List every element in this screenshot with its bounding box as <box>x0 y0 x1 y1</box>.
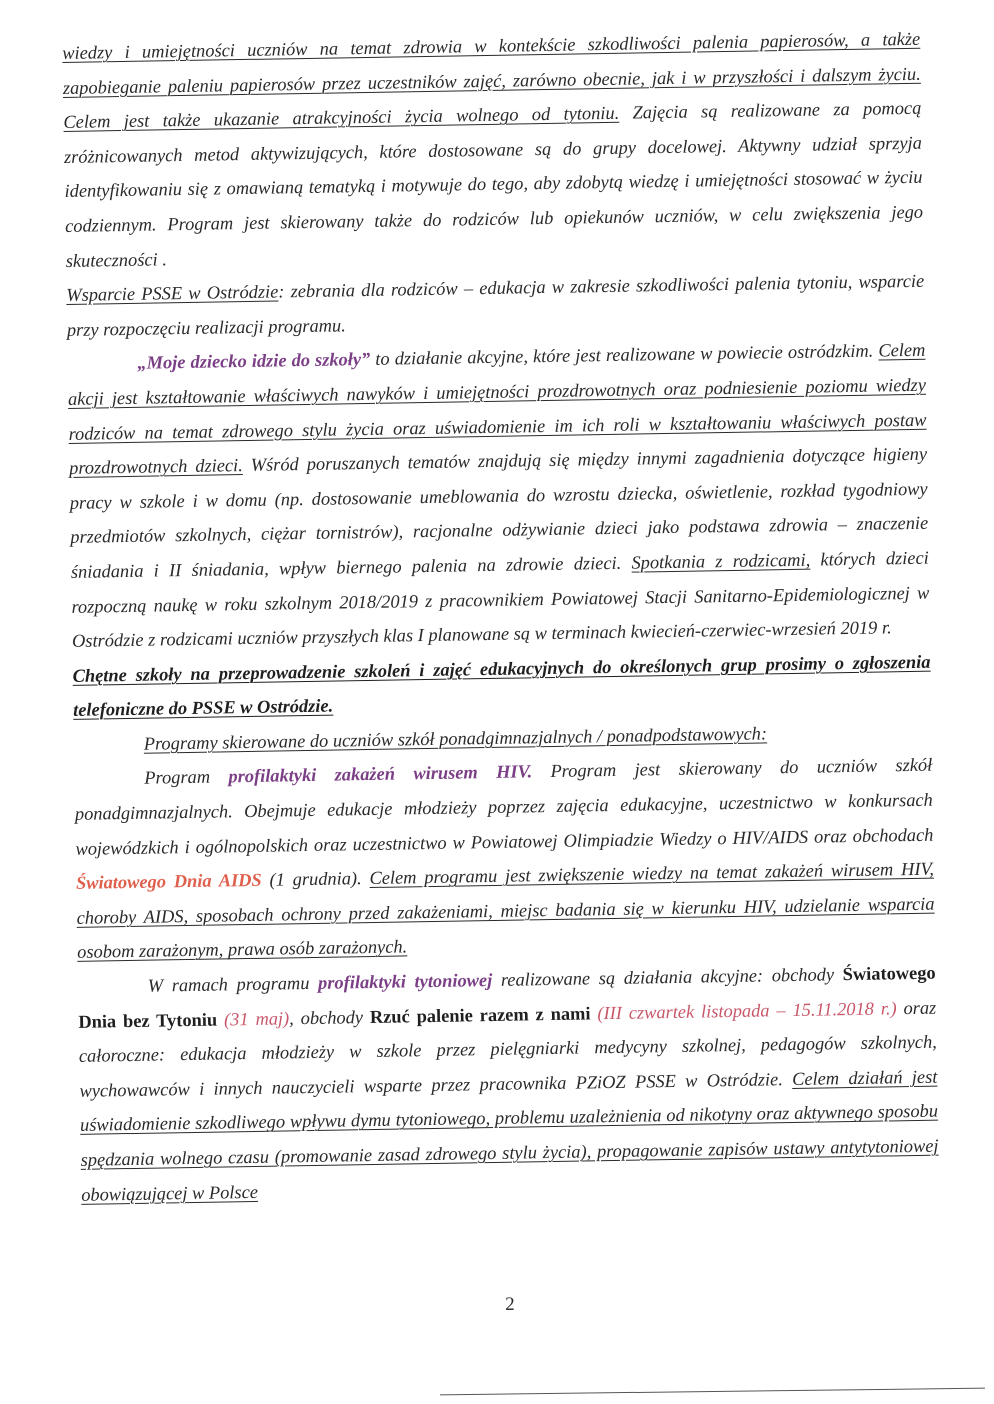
action-title: „Moje dziecko idzie do szkoły” <box>137 349 371 374</box>
psse-support-label: Wsparcie PSSE w Ostródzie <box>66 281 279 306</box>
paragraph-text: : zebrania dla rodziców – edukacja w zakresie szkodliwości palenia tytoniu, wsparcie przy rozpoczęciu realizacji programu. <box>66 270 925 340</box>
paragraph-text: W ramach programu <box>147 972 319 996</box>
page-bottom-divider <box>440 1388 985 1396</box>
paragraph-hiv-program <box>74 748 935 970</box>
paragraph-program-intro <box>62 22 924 278</box>
program-name: profilaktyki tytoniowej <box>317 970 493 993</box>
paragraph-text: , obchody <box>289 1006 371 1028</box>
no-tobacco-day-name: Światowego Dnia bez Tytoniu <box>78 962 936 1032</box>
paragraph-text: których dzieci rozpoczną naukę w roku szkolnym 2018/2019 z pracownikiem Powiatowej Stacji Sanitarno-Epidemiologicznej w Ostródzie z rodzicami uczniów przyszłych klas I planowane są w terminach kwiecień-czerwiec-wrzesień 2019 r. <box>71 547 930 652</box>
underlined-goal-text: Celem akcji jest kształtowanie właściwych nawyków i umiejętności prozdrowotnych oraz podniesienie poziomu wiedzy rodziców na temat zdrowego stylu życia oraz uświadomienie im ich roli w kształtowaniu właściwych postaw prozdrowotnych dzieci. <box>67 340 927 479</box>
date-text: (31 maj) <box>216 1007 290 1030</box>
underlined-goal-text: Celem działań jest uświadomienie szkodliwego wpływu dymu tytoniowego, problemu uzależnienia od nikotyny oraz aktywnego sposobu spędzania wolnego czasu (promowanie zasad zdrowego stylu życia), propagowanie zapisów ustawy antytytoniowej obowiązującej w Polsce <box>79 1066 939 1205</box>
paragraph-text: Program jest skierowany do uczniów szkół ponadgimnazjalnych. Obejmuje edukacje młodzieży poprzez zajęcia edukacyjne, uczestnictwo w konkursach wojewódzkich i ogólnopolskich oraz uczestnictwo w Powiatowej Olimpiadzie Wiedzy o HIV/AIDS oraz obchodach <box>74 755 934 859</box>
aids-day-name: Światowego Dnia AIDS <box>75 870 262 894</box>
paragraph-text: Zajęcia są realizowane za pomocą zróżnicowanych metod aktywizujących, które dostosowane są do grupy docelowej. Aktywny udział sprzyja identyfikowaniu się z omawianą tematyką i motywuje do tego, aby zdobytą wiedzę i umiejętności stosować w życiu codziennym. Program jest skierowany także do rodziców lub opiekunów uczniów, w celu zwiększenia jego skuteczności . <box>63 97 924 271</box>
paragraph-text: realizowane są działania akcyjne: obchody <box>492 964 843 991</box>
date-text: (III czwartek listopada – 15.11.2018 r.) <box>590 997 897 1023</box>
paragraph-text: oraz całoroczne: edukacja młodzieży w szkole przez pielęgniarki medycyny szkolnej, pedagogów szkolnych, wychowawców i innych nauczycieli wsparte przez pracownika PZiOZ PSSE w Ostródzie. <box>78 997 937 1101</box>
paragraph-text: Program <box>144 766 229 789</box>
section-heading-secondary-schools: Programy skierowane do uczniów szkół ponadgimnazjalnych / ponadpodstawowych: <box>143 723 768 754</box>
quit-smoking-action-name: Rzuć palenie razem z nami <box>369 1002 591 1027</box>
paragraph-tobacco-program <box>77 956 939 1212</box>
paragraph-text: (1 grudnia). <box>261 868 370 891</box>
schools-request-notice: Chętne szkoły na przeprowadzenie szkoleń i zajęć edukacyjnych do określonych grup prosimy o zgłoszenia telefoniczne do PSSE w Ostródzie. <box>72 651 931 721</box>
meetings-label: Spotkania z rodzicami, <box>631 549 811 573</box>
paragraph-text: to działanie akcyjne, które jest realizowane w powiecie ostródzkim. <box>370 340 879 370</box>
underlined-goal-text: wiedzy i umiejętności uczniów na temat zdrowia w kontekście szkodliwości palenia papierosów, a także zapobieganie paleniu papierosów przez uczestników zajęć, zarówno obecnie, jak i w przyszłości i dalszym życiu. Celem jest także ukazanie atrakcyjności życia wolnego od tytoniu. <box>62 28 921 133</box>
paragraph-text: Wśród poruszanych tematów znajdują się między innymi zagadnienia dotyczące higieny pracy w szkole i w domu (np. dostosowanie umeblowania do wzrostu dziecka, oświetlenie, rozkład tygodniowy przedmiotów szkolnych, ciężar tornistrów), racjonalne odżywianie dzieci jako podstawa zdrowia – znaczenie śniadania i II śniadania, wpływ biernego palenia na zdrowie dzieci. <box>69 443 929 582</box>
page-number: 2 <box>505 1293 515 1316</box>
program-name: profilaktyki zakażeń wirusem HIV. <box>228 761 533 787</box>
underlined-goal-text: Celem programu jest zwiększenie wiedzy na temat zakażeń wirusem HIV, choroby AIDS, sposobach ochrony przed zakażeniami, miejsc badania się w kierunku HIV, udzielanie wsparcia osobom zarażonym, prawa osób zarażonych. <box>76 858 935 963</box>
document-body <box>62 22 939 1212</box>
paragraph-moje-dziecko <box>67 333 930 659</box>
